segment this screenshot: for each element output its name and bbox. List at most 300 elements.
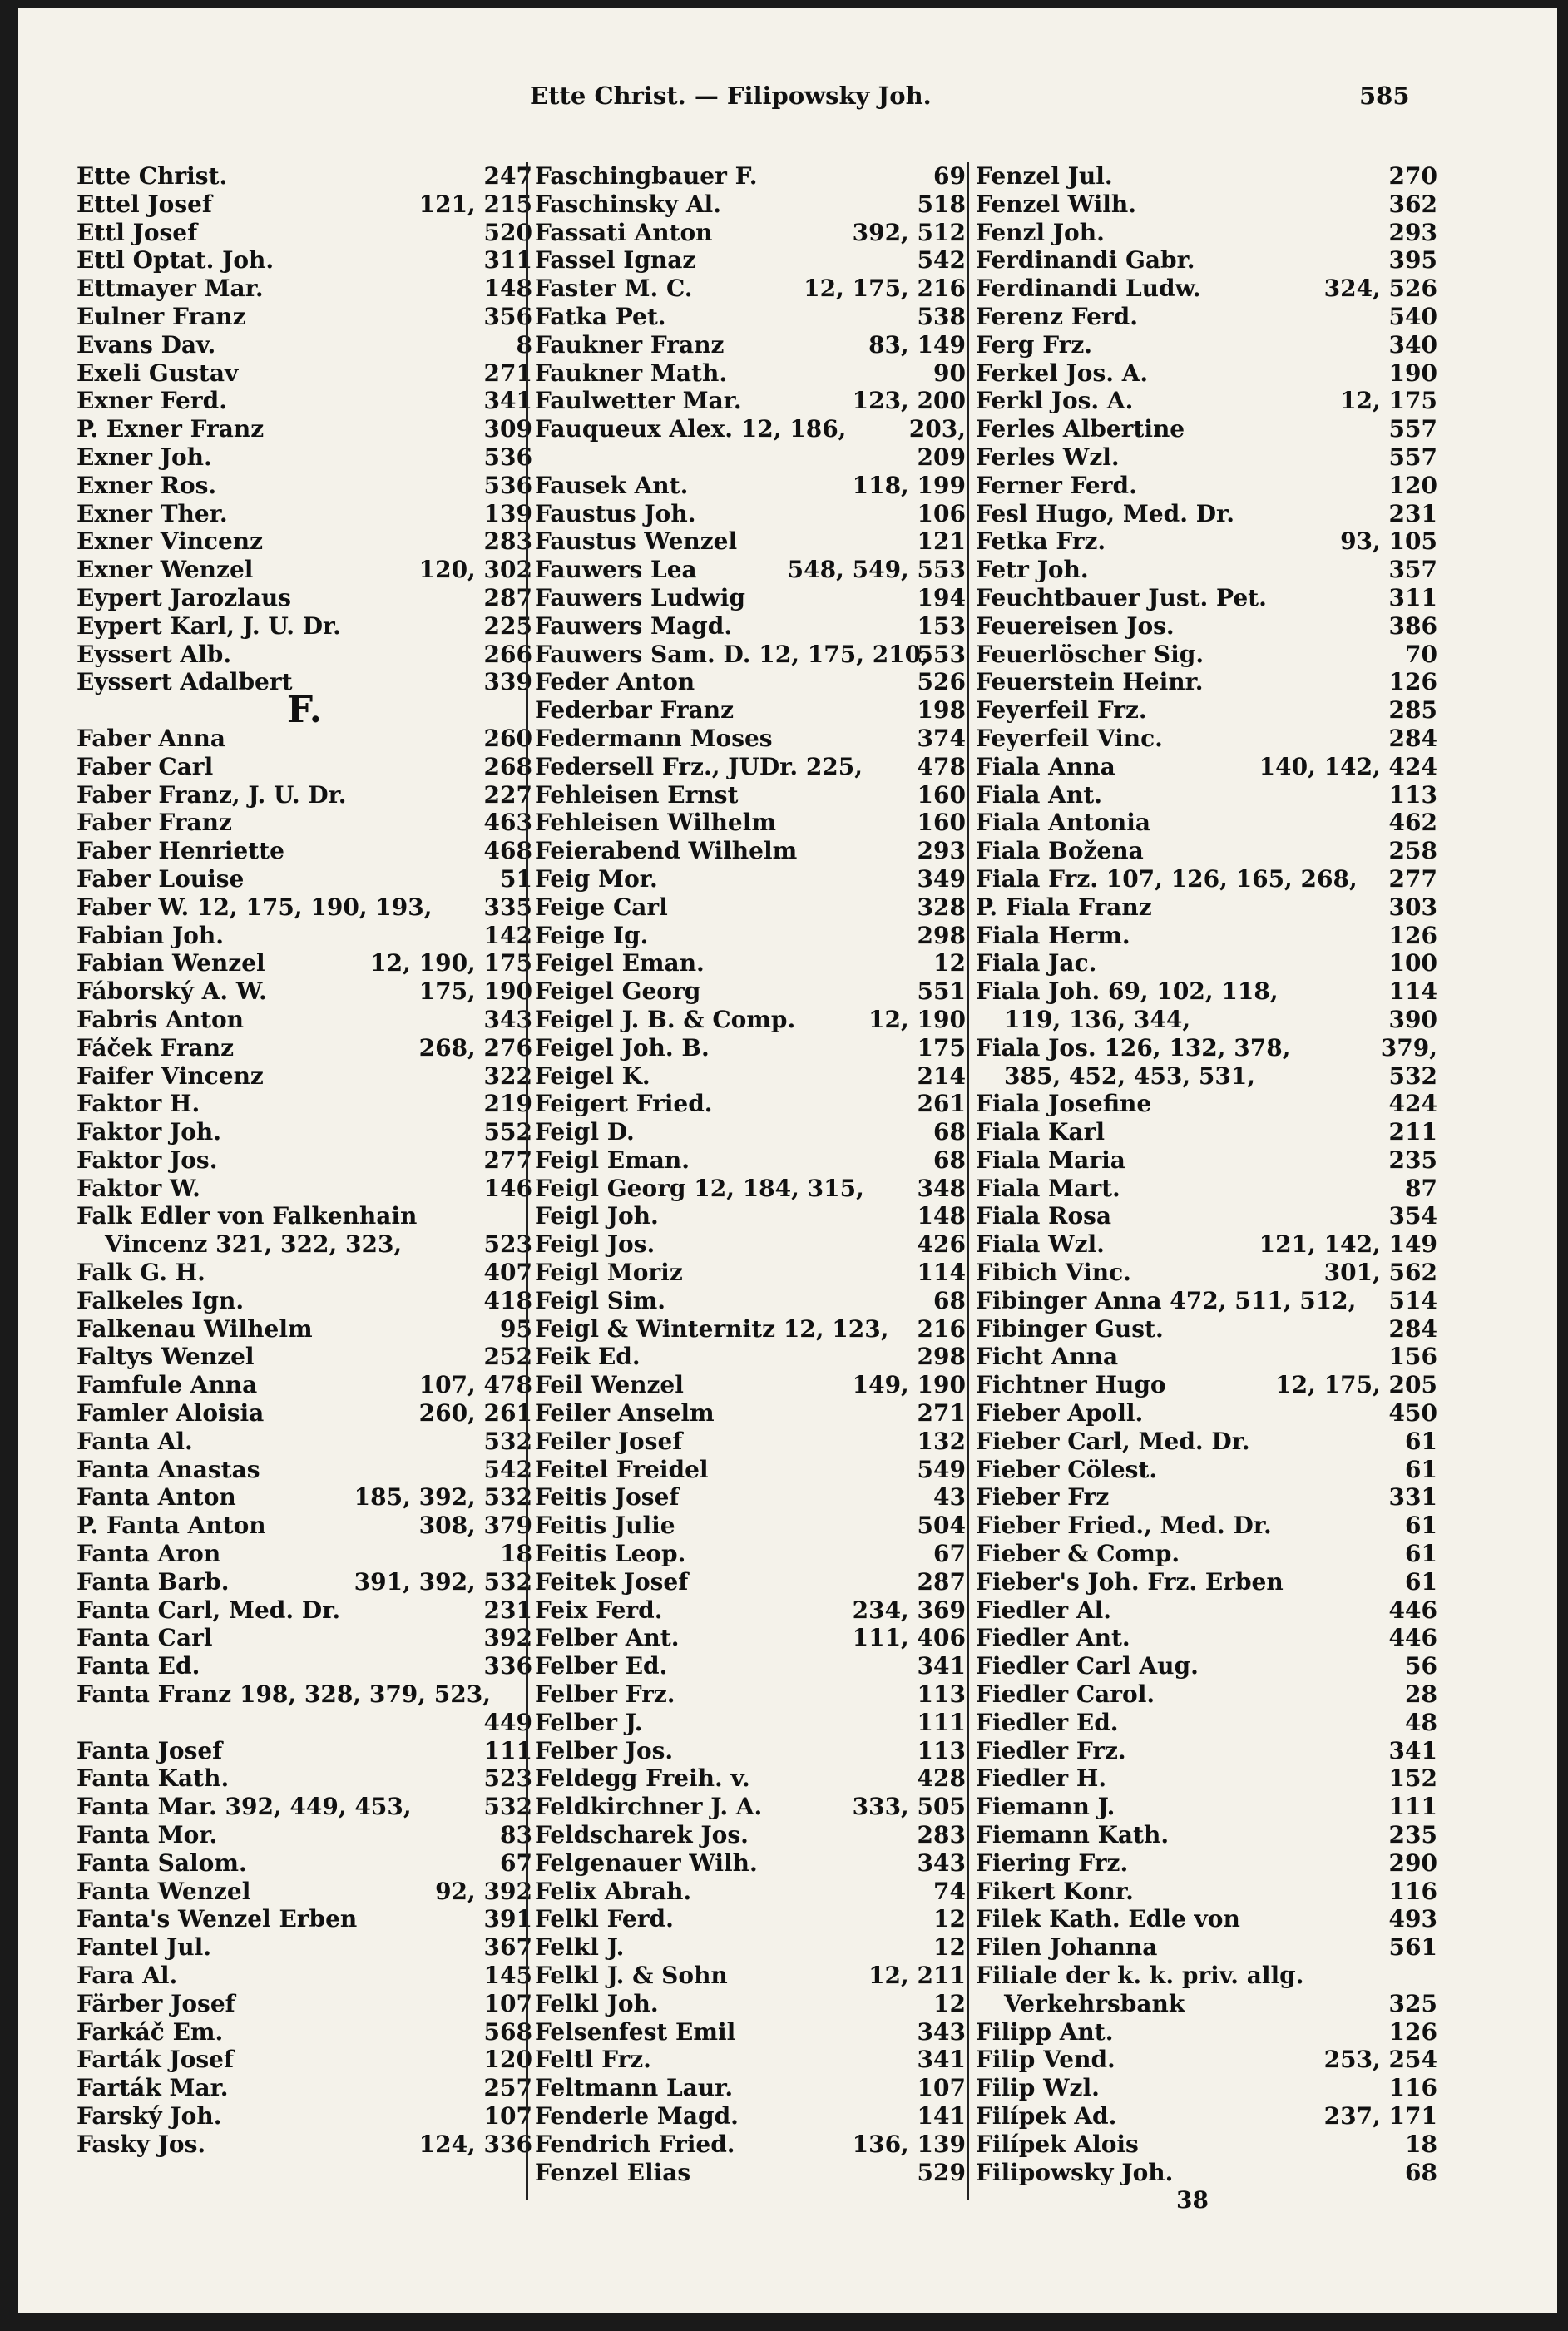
directory-entry [535, 893, 966, 922]
entry-pages: 8 [516, 330, 532, 359]
directory-entry [77, 781, 532, 809]
directory-entry [535, 2018, 966, 2046]
entry-pages: 234, 369 [852, 1596, 966, 1624]
directory-entry [976, 191, 1437, 219]
directory-entry [535, 1090, 966, 1118]
directory-entry [77, 1483, 532, 1512]
entry-pages: 354 [1388, 1202, 1437, 1230]
entry-name: Ettl Optat. Joh. [77, 246, 275, 275]
directory-entry [535, 922, 966, 950]
directory-entry [535, 1287, 966, 1315]
entry-name: 119, 136, 344, [1004, 1005, 1191, 1033]
entry-name: Fauwers Magd. [535, 611, 733, 640]
directory-entry [976, 472, 1437, 500]
directory-entry [976, 1905, 1437, 1933]
entry-pages: 298 [917, 921, 966, 949]
entry-name: Ficht Anna [976, 1343, 1119, 1371]
entry-name: Fenzel Wilh. [976, 190, 1136, 218]
entry-pages: 148 [483, 275, 532, 303]
directory-entry [976, 1680, 1437, 1709]
entry-pages: 418 [483, 1286, 532, 1314]
entry-pages: 407 [483, 1259, 532, 1287]
entry-pages: 551 [917, 977, 966, 1006]
entry-name: Faktor H. [77, 1090, 200, 1118]
entry-name: Feuereisen Jos. [976, 611, 1175, 640]
directory-entry [976, 1259, 1437, 1287]
entry-name: Fiala Karl [976, 1118, 1106, 1146]
directory-entry [976, 219, 1437, 247]
entry-pages: 301, 562 [1323, 1259, 1437, 1287]
directory-entry [535, 2131, 966, 2159]
entry-name: Fieber Cölest. [976, 1455, 1158, 1483]
entry-pages: 391 [483, 1905, 532, 1933]
directory-entry [976, 1175, 1437, 1203]
entry-name: Eulner Franz [77, 302, 246, 330]
entry-pages: 271 [483, 359, 532, 387]
entry-name: Fanta Carl, Med. Dr. [77, 1596, 341, 1624]
directory-entry [976, 725, 1437, 753]
entry-pages: 12, 175, 205 [1275, 1371, 1437, 1399]
entry-pages: 392, 512 [852, 218, 966, 246]
entry-name: Filip Vend. [976, 2046, 1115, 2074]
directory-entry [77, 2102, 532, 2131]
entry-name: Fanta Ed. [77, 1652, 200, 1680]
entry-name: Feigl D. [535, 1118, 635, 1146]
entry-pages: 325 [1388, 1989, 1437, 2017]
entry-name: Feigl Georg 12, 184, 315, [535, 1174, 864, 1202]
directory-entry [976, 1821, 1437, 1849]
entry-name: Fenzel Elias [535, 2158, 691, 2186]
directory-entry [77, 1202, 532, 1230]
entry-pages: 536 [483, 471, 532, 499]
directory-entry [535, 2159, 966, 2187]
directory-entry [535, 781, 966, 809]
directory-entry [77, 1624, 532, 1652]
entry-name: Feiler Anselm [535, 1399, 715, 1428]
directory-entry [77, 922, 532, 950]
entry-name: Felix Abrah. [535, 1877, 692, 1905]
entry-name: Feuchtbauer Just. Pet. [976, 583, 1267, 611]
directory-entry [976, 893, 1437, 922]
entry-name: Felber Ant. [535, 1624, 680, 1652]
entry-pages: 12, 175 [1340, 387, 1437, 415]
directory-entry [535, 359, 966, 388]
entry-pages: 67 [933, 1540, 966, 1568]
entry-pages: 51 [500, 864, 532, 893]
entry-pages: 340 [1388, 330, 1437, 359]
directory-entry [535, 1680, 966, 1709]
entry-name: Fáček Franz [77, 1033, 235, 1062]
directory-entry [535, 753, 966, 781]
entry-name: Ferenz Ferd. [976, 302, 1138, 330]
entry-pages: 357 [1388, 556, 1437, 584]
directory-entry [77, 1428, 532, 1456]
directory-entry [77, 1090, 532, 1118]
directory-entry [976, 1512, 1437, 1540]
page-header [18, 82, 1557, 123]
entry-name: Exner Vincenz [77, 527, 264, 556]
directory-entry [976, 1878, 1437, 1906]
entry-pages: 126 [1388, 668, 1437, 696]
directory-entry [535, 1990, 966, 2018]
entry-pages: 536 [483, 443, 532, 471]
entry-name: Felber J. [535, 1708, 643, 1736]
entry-name: Filiale der k. k. priv. allg. [976, 1962, 1304, 1989]
entry-pages: 523 [483, 1230, 532, 1259]
entry-pages: 12, 190 [868, 1005, 966, 1033]
directory-entry [976, 387, 1437, 415]
directory-entry [535, 1709, 966, 1737]
entry-name: 385, 452, 453, 531, [1004, 1062, 1256, 1090]
entry-name: Fikert Konr. [976, 1877, 1134, 1905]
entry-pages: 284 [1388, 1314, 1437, 1343]
entry-name: Fiala Mart. [976, 1174, 1120, 1202]
entry-pages: 90 [933, 359, 966, 387]
entry-pages: 449 [483, 1708, 532, 1736]
entry-pages: 185, 392, 532 [354, 1483, 532, 1512]
entry-name: Fesl Hugo, Med. Dr. [976, 499, 1234, 527]
directory-entry [976, 1540, 1437, 1568]
entry-pages: 83, 149 [868, 330, 966, 359]
entry-name: Feitel Freidel [535, 1455, 709, 1483]
entry-pages: 568 [483, 2017, 532, 2046]
entry-name: Federmann Moses [535, 724, 773, 752]
directory-entry [976, 331, 1437, 359]
entry-name: Exner Ros. [77, 471, 217, 499]
directory-entry [77, 1764, 532, 1793]
directory-entry [976, 1006, 1437, 1034]
entry-name: Ferkel Jos. A. [976, 359, 1149, 387]
entry-pages: 331 [1388, 1483, 1437, 1512]
entry-name: Feder Anton [535, 668, 695, 696]
directory-entry [535, 977, 966, 1006]
entry-pages: 156 [1388, 1343, 1437, 1371]
entry-pages: 514 [1388, 1286, 1437, 1314]
directory-entry [77, 1849, 532, 1878]
directory-entry [976, 1343, 1437, 1371]
entry-name: Eyssert Alb. [77, 640, 232, 668]
directory-entry [976, 303, 1437, 331]
entry-name: Feltmann Laur. [535, 2074, 734, 2102]
directory-entry [976, 1399, 1437, 1428]
entry-name: Faster M. C. [535, 275, 693, 303]
directory-entry [77, 415, 532, 443]
directory-entry [976, 2046, 1437, 2074]
directory-entry [77, 1878, 532, 1906]
directory-entry [976, 753, 1437, 781]
entry-name: Feitek Josef [535, 1567, 689, 1596]
directory-entry [77, 1259, 532, 1287]
directory-entry [77, 837, 532, 865]
entry-name: Faustus Wenzel [535, 527, 738, 556]
entry-pages: 268, 276 [418, 1033, 532, 1062]
entry-name: Fetr Joh. [976, 556, 1089, 584]
entry-pages: 303 [1388, 893, 1437, 921]
directory-entry [77, 1540, 532, 1568]
entry-pages: 18 [500, 1540, 532, 1568]
entry-name: Faber Henriette [77, 837, 284, 865]
entry-pages: 257 [483, 2074, 532, 2102]
directory-entry [976, 584, 1437, 612]
entry-name: Fiala Jac. [976, 949, 1097, 977]
entry-name: Fauwers Lea [535, 556, 697, 584]
entry-name: Faktor Joh. [77, 1118, 222, 1146]
directory-entry [77, 1062, 532, 1091]
entry-pages: 141 [917, 2101, 966, 2130]
entry-pages: 339 [483, 668, 532, 696]
entry-pages: 341 [1388, 1736, 1437, 1764]
entry-pages: 120 [1388, 471, 1437, 499]
entry-pages: 349 [917, 864, 966, 893]
entry-pages: 287 [483, 583, 532, 611]
entry-name: Filípek Ad. [976, 2101, 1117, 2130]
entry-name: Fassati Anton [535, 218, 713, 246]
entry-pages: 253, 254 [1323, 2046, 1437, 2074]
entry-name: P. Fanta Anton [77, 1512, 266, 1540]
directory-entry [535, 1962, 966, 1990]
entry-pages: 328 [917, 893, 966, 921]
entry-name: Fiala Wzl. [976, 1230, 1105, 1259]
entry-name: Falk G. H. [77, 1259, 205, 1287]
directory-entry [77, 246, 532, 275]
directory-entry [77, 753, 532, 781]
entry-pages: 542 [483, 1455, 532, 1483]
directory-entry [77, 949, 532, 977]
entry-pages: 235 [1388, 1146, 1437, 1174]
directory-entry [976, 1034, 1437, 1062]
entry-pages: 216 [917, 1314, 966, 1343]
entry-name: Fenzl Joh. [976, 218, 1105, 246]
directory-entry [976, 246, 1437, 275]
directory-entry [976, 2102, 1437, 2131]
entry-pages: 446 [1388, 1624, 1437, 1652]
entry-name: Fiala Jos. 126, 132, 378, [976, 1033, 1291, 1062]
entry-pages: 120 [483, 2046, 532, 2074]
entry-pages: 462 [1388, 809, 1437, 837]
entry-pages: 426 [917, 1230, 966, 1259]
directory-entry [77, 641, 532, 669]
directory-entry [976, 1624, 1437, 1652]
directory-entry [535, 219, 966, 247]
entry-pages: 113 [917, 1680, 966, 1709]
entry-name: Feigl Joh. [535, 1202, 659, 1230]
entry-name: Felgenauer Wilh. [535, 1848, 758, 1877]
directory-entry [976, 865, 1437, 893]
entry-pages: 392 [483, 1624, 532, 1652]
entry-pages: 391, 392, 532 [354, 1567, 532, 1596]
section-letter [77, 689, 532, 732]
entry-pages: 68 [933, 1286, 966, 1314]
directory-entry [976, 1371, 1437, 1399]
directory-entry [535, 1568, 966, 1596]
directory-entry [535, 162, 966, 191]
entry-name: Fiala Josefine [976, 1090, 1152, 1118]
directory-entry [535, 191, 966, 219]
directory-entry [535, 837, 966, 865]
entry-name: Fichtner Hugo [976, 1371, 1166, 1399]
directory-entry [976, 1737, 1437, 1765]
entry-name: Faulwetter Mar. [535, 387, 742, 415]
directory-entry [535, 556, 966, 584]
entry-name: Ferkl Jos. A. [976, 387, 1134, 415]
entry-name: Feil Wenzel [535, 1371, 684, 1399]
directory-entry [77, 1230, 532, 1259]
directory-entry [976, 500, 1437, 528]
entry-name: Faschingbauer F. [535, 162, 758, 190]
entry-name: Faktor W. [77, 1174, 200, 1202]
entry-name: Feige Ig. [535, 921, 649, 949]
directory-entry [535, 1315, 966, 1344]
entry-pages: 12, 211 [868, 1962, 966, 1989]
entry-name: Ferg Frz. [976, 330, 1093, 359]
entry-pages: 231 [483, 1596, 532, 1624]
entry-pages: 309 [483, 415, 532, 443]
entry-pages: 523 [483, 1764, 532, 1793]
entry-name: Faschinsky Al. [535, 190, 721, 218]
entry-name: Faktor Jos. [77, 1146, 218, 1174]
entry-name: Felkl Ferd. [535, 1905, 674, 1933]
directory-entry [976, 1456, 1437, 1484]
directory-entry [535, 725, 966, 753]
directory-entry [976, 359, 1437, 388]
entry-name: Feitis Leop. [535, 1540, 686, 1568]
entry-name: Färber Josef [77, 1989, 235, 2017]
entry-name: Ferles Albertine [976, 415, 1185, 443]
entry-pages: 194 [917, 583, 966, 611]
directory-entry [77, 2046, 532, 2074]
entry-name: Exner Wenzel [77, 556, 254, 584]
entry-name: Fieber Apoll. [976, 1399, 1144, 1428]
directory-entry [535, 2102, 966, 2131]
entry-pages: 293 [917, 837, 966, 865]
entry-pages: 446 [1388, 1596, 1437, 1624]
entry-name: Feigl & Winternitz 12, 123, [535, 1314, 889, 1343]
entry-name: Fiedler Al. [976, 1596, 1111, 1624]
entry-pages: 283 [483, 527, 532, 556]
column-3 [967, 162, 1437, 2200]
entry-name: Fiala Antonia [976, 809, 1151, 837]
entry-name: Felber Frz. [535, 1680, 675, 1709]
entry-pages: 367 [483, 1933, 532, 1962]
entry-pages: 225 [483, 611, 532, 640]
entry-name: Fiala Rosa [976, 1202, 1112, 1230]
entry-name: F. [286, 689, 323, 732]
entry-name: Vincenz 321, 322, 323, [105, 1230, 403, 1259]
entry-pages: 160 [917, 809, 966, 837]
entry-name: Fiemann J. [976, 1793, 1115, 1821]
entry-pages: 336 [483, 1652, 532, 1680]
entry-name: Fehleisen Wilhelm [535, 809, 776, 837]
entry-pages: 56 [1405, 1652, 1437, 1680]
entry-pages: 335 [483, 893, 532, 921]
directory-entry [535, 275, 966, 303]
entry-name: Federsell Frz., JUDr. 225, [535, 752, 863, 780]
entry-name: Faifer Vincenz [77, 1062, 264, 1090]
directory-entry [976, 612, 1437, 641]
entry-name: Ettl Josef [77, 218, 198, 246]
entry-pages: 145 [483, 1962, 532, 1989]
entry-name: Fauqueux Alex. 12, 186, [535, 415, 847, 443]
directory-entry [976, 949, 1437, 977]
entry-pages: 61 [1405, 1512, 1437, 1540]
entry-pages: 343 [483, 1005, 532, 1033]
entry-name: Fiedler Carl Aug. [976, 1652, 1199, 1680]
directory-entry [77, 1990, 532, 2018]
entry-name: Feigert Fried. [535, 1090, 713, 1118]
entry-pages: 43 [933, 1483, 966, 1512]
entry-name: Feige Carl [535, 893, 668, 921]
entry-name: Feltl Frz. [535, 2046, 651, 2074]
entry-pages: 333, 505 [852, 1793, 966, 1821]
column-1 [77, 162, 532, 2200]
entry-pages: 493 [1388, 1905, 1437, 1933]
entry-name: Fanta Mar. 392, 449, 453, [77, 1793, 412, 1821]
directory-entry [535, 2046, 966, 2074]
entry-pages: 271 [917, 1399, 966, 1428]
directory-entry [77, 1933, 532, 1962]
entry-pages: 285 [1388, 696, 1437, 725]
directory-entry [77, 865, 532, 893]
entry-pages: 126 [1388, 921, 1437, 949]
directory-entry [976, 1764, 1437, 1793]
entry-name: Fiedler H. [976, 1764, 1107, 1793]
directory-entry [535, 1175, 966, 1203]
directory-entry [77, 1118, 532, 1146]
directory-entry [77, 1709, 532, 1737]
entry-pages: 61 [1405, 1455, 1437, 1483]
entry-pages: 214 [917, 1062, 966, 1090]
entry-pages: 227 [483, 780, 532, 809]
entry-pages: 83 [500, 1821, 532, 1849]
directory-entry [77, 1006, 532, 1034]
directory-entry [77, 1399, 532, 1428]
entry-pages: 28 [1405, 1680, 1437, 1709]
entry-pages: 277 [1388, 864, 1437, 893]
entry-name: Faltys Wenzel [77, 1343, 255, 1371]
entry-pages: 235 [1388, 1821, 1437, 1849]
entry-pages: 520 [483, 218, 532, 246]
entry-name: Filip Wzl. [976, 2074, 1100, 2102]
entry-pages: 341 [917, 1652, 966, 1680]
directory-entry [535, 443, 966, 472]
entry-name: Feldscharek Jos. [535, 1821, 749, 1849]
entry-name: Fibinger Anna 472, 511, 512, [976, 1286, 1357, 1314]
entry-pages: 74 [933, 1877, 966, 1905]
entry-pages: 106 [917, 499, 966, 527]
directory-entry [976, 668, 1437, 696]
entry-name: Fanta Barb. [77, 1567, 230, 1596]
entry-name: Ferner Ferd. [976, 471, 1137, 499]
directory-entry [77, 1034, 532, 1062]
directory-entry [535, 1905, 966, 1933]
entry-pages: 70 [1405, 640, 1437, 668]
entry-pages: 231 [1388, 499, 1437, 527]
entry-name: Faber Franz, J. U. Dr. [77, 780, 347, 809]
entry-name: Fanta Anton [77, 1483, 236, 1512]
entry-name: Fiedler Ed. [976, 1708, 1119, 1736]
entry-pages: 107, 478 [418, 1371, 532, 1399]
entry-name: Fanta Al. [77, 1427, 193, 1455]
entry-pages: 190 [1388, 359, 1437, 387]
entry-name: Felkl J. & Sohn [535, 1962, 728, 1989]
directory-entry [535, 1456, 966, 1484]
directory-entry [976, 1990, 1437, 2018]
entry-pages: 290 [1388, 1848, 1437, 1877]
entry-pages: 308, 379 [418, 1512, 532, 1540]
entry-pages: 12 [933, 1933, 966, 1962]
entry-pages: 341 [917, 2046, 966, 2074]
entry-pages: 107 [917, 2074, 966, 2102]
